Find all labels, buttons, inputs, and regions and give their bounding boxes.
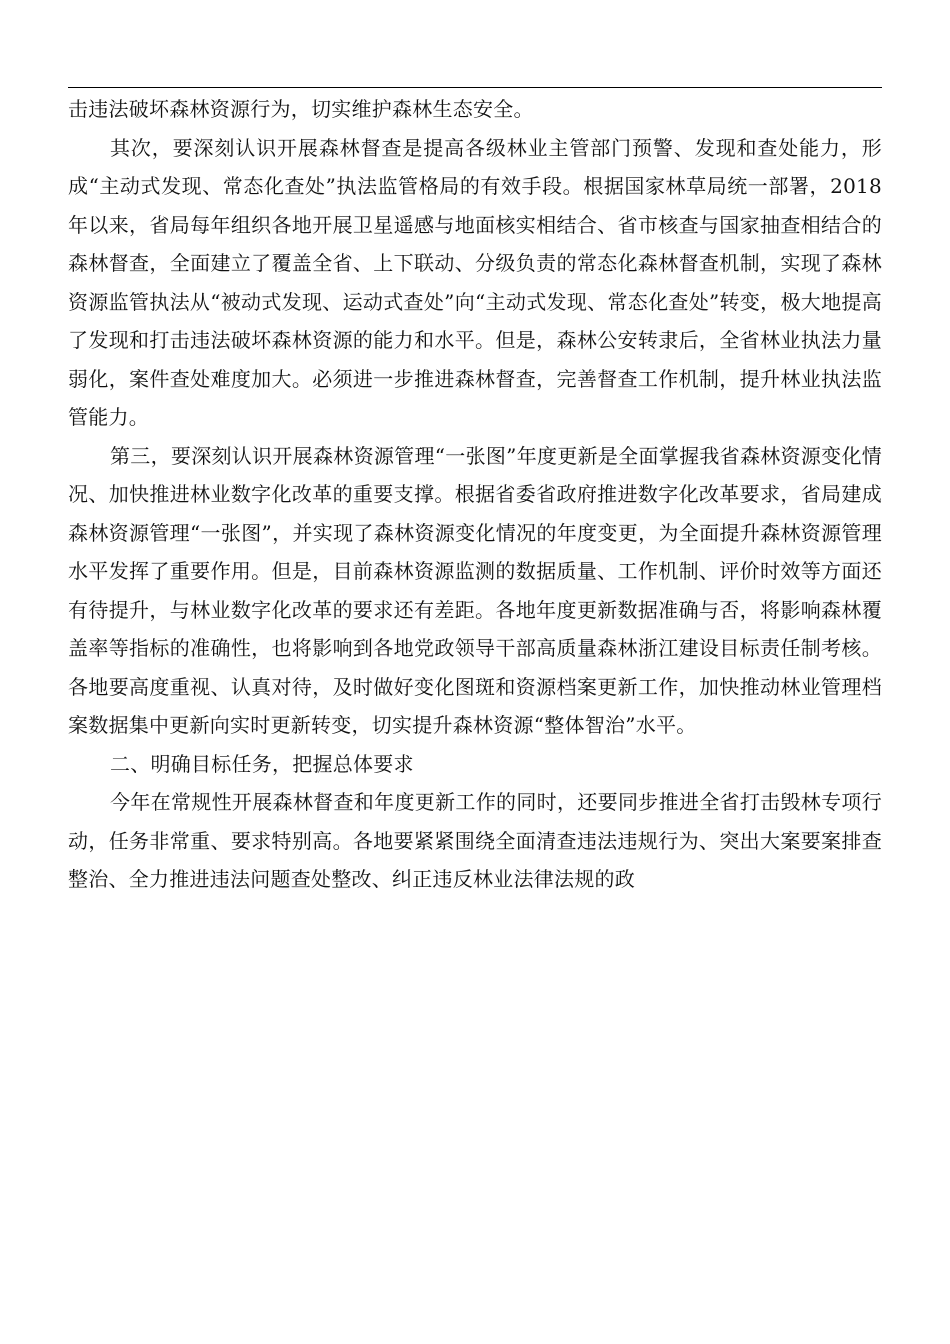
paragraph-continuation: 击违法破坏森林资源行为，切实维护森林生态安全。 (68, 97, 534, 121)
paragraph-this-year-tasks: 今年在常规性开展森林督查和年度更新工作的同时，还要同步推进全省打击毁林专项行动，任务非常重、要求特别高。各地要紧紧围绕全面清查违法违规行为、突出大案要案排查整治、全力推进违法问题查处整改、纠正违反林业法律法规的政 (68, 790, 882, 891)
document-body (68, 90, 882, 899)
paragraph-forest-inspection: 其次，要深刻认识开展森林督查是提高各级林业主管部门预警、发现和查处能力，形成“主动式发现、常态化查处”执法监管格局的有效手段。根据国家林草局统一部署，2018年以来，省局每年组织各地开展卫星遥感与地面核实相结合、省市核查与国家抽查相结合的森林督查，全面建立了覆盖全省、上下联动、分级负责的常态化森林督查机制，实现了森林资源监管执法从“被动式发现、运动式查处”向“主动式发现、常态化查处”转变，极大地提高了发现和打击违法破坏森林资源的能力和水平。但是，森林公安转隶后，全省林业执法力量弱化，案件查处难度加大。必须进一步推进森林督查，完善督查工作机制，提升林业执法监管能力。 (68, 135, 882, 429)
header-rule (68, 87, 882, 88)
paragraph-annual-map-update: 第三，要深刻认识开展森林资源管理“一张图”年度更新是全面掌握我省森林资源变化情况、加快推进林业数字化改革的重要支撑。根据省委省政府推进数字化改革要求，省局建成森林资源管理“一张图”，并实现了森林资源变化情况的年度变更，为全面提升森林资源管理水平发挥了重要作用。但是，目前森林资源监测的数据质量、工作机制、评价时效等方面还有待提升，与林业数字化改革的要求还有差距。各地年度更新数据准确与否，将影响森林覆盖率等指标的准确性，也将影响到各地党政领导干部高质量森林浙江建设目标责任制考核。各地要高度重视、认真对待，及时做好变化图斑和资源档案更新工作，加快推动林业管理档案数据集中更新向实时更新转变，切实提升森林资源“整体智治”水平。 (68, 443, 882, 737)
section-heading-two: 二、明确目标任务，把握总体要求 (110, 751, 414, 776)
